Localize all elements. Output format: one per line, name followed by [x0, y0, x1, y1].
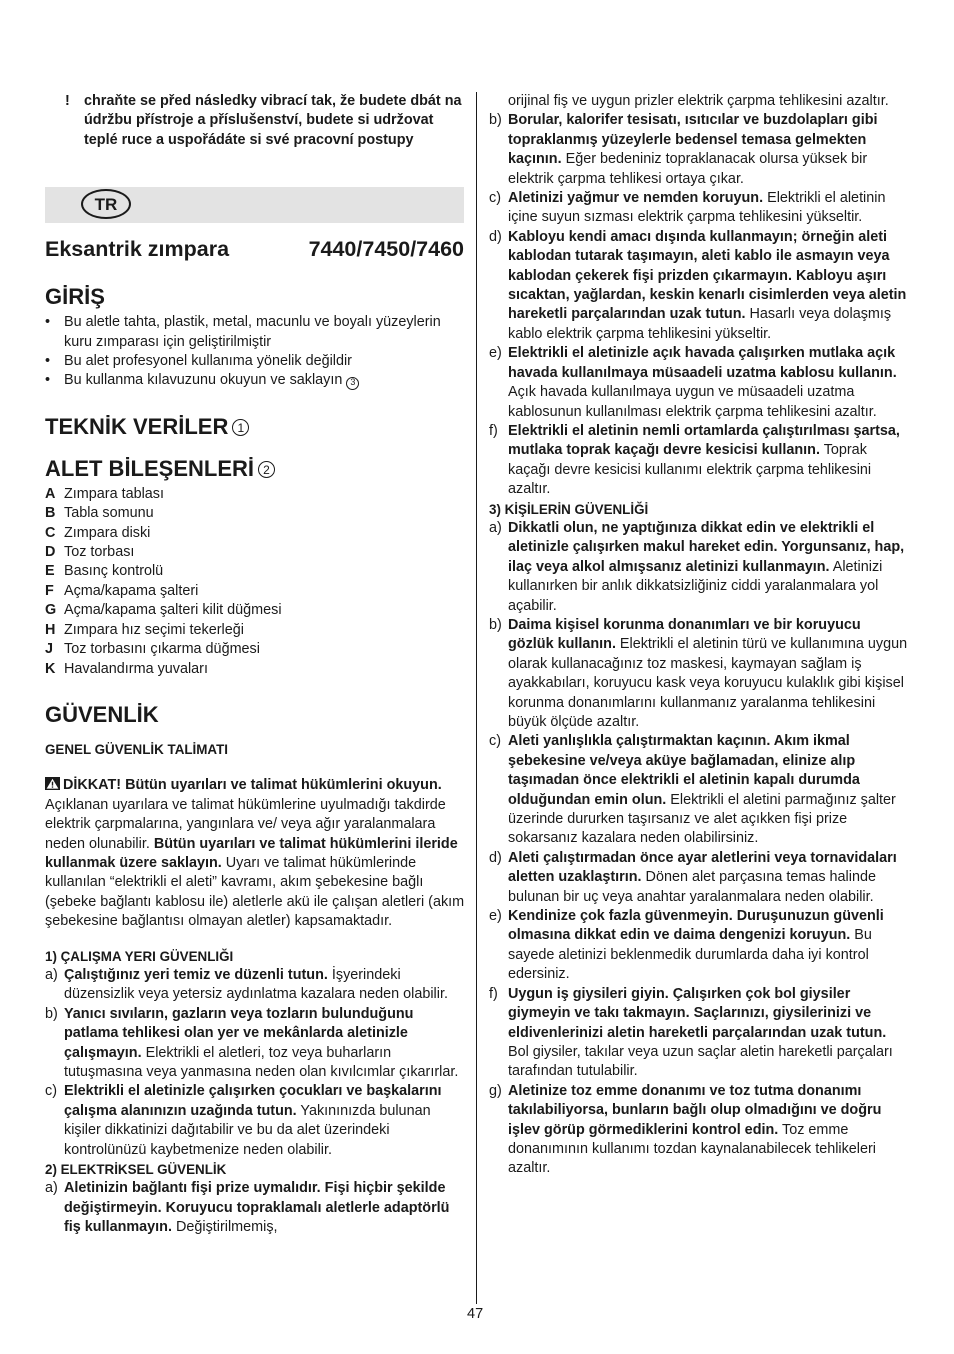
list-item: e) Elektrikli el aletinizle açık havada çalışırken mutlaka açık havada kullanılmaya müsaadeli uzatma kablosu kullanın. Açık havada kullanılmaya uygun ve müsaadeli uzatma kablosunun kullanılması elektrik çarpma tehlikesini azaltır.: [489, 345, 897, 420]
list-item: E Basınç kontrolü: [45, 563, 164, 580]
list-item: b) Daima kişisel korunma donanımları ve bir koruyucu gözlük kullanın. Elektrikli el aletinin türü ve kullanımına uygun olarak kullanacağınız toz maskesi, kaymayan sağlam iş ayakkabıları, koruyucu kask veya koruyucu kulaklık gibi kişisel korunma donanımlarını kullanmanız yaralanma tehlikesini büyük ölçüde azaltır.: [489, 616, 908, 730]
warning-triangle-icon: [45, 777, 60, 790]
product-title: [45, 236, 464, 262]
list-item: H Zımpara hız seçimi tekerleği: [45, 621, 244, 638]
general-safety-heading: GENEL GÜVENLİK TALİMATI: [45, 741, 229, 757]
list-item: c) Elektrikli el aletinizle çalışırken çocukları ve başkalarını çalışma alanınızın uzağında tutun. Yakınınızda bulunan kişiler dikkatinizi dağıtabilir ve bu da alet üzerindeki kontrolünüzü kaybetmenize neden olabilir.: [45, 1083, 442, 1158]
list-item: C Zımpara diski: [45, 524, 151, 541]
list-item: J Toz torbasını çıkarma düğmesi: [45, 641, 260, 658]
list-item: b) Borular, kalorifer tesisatı, ısıtıcılar ve buzdolapları gibi topraklanmış yüzeylerle bedensel temasa gelmekten kaçının. Eğer bedeniniz topraklanacak olursa yüksek bir elektrik çarpma tehlikesi ortaya çıkar.: [489, 112, 878, 187]
figure-ref: 3: [346, 377, 359, 390]
tech-heading: TEKNİK VERİLER 1: [45, 413, 465, 441]
parts-list: [45, 485, 465, 679]
list-item: c) Aletinizi yağmur ve nemden koruyun. Elektrikli el aletinin içine suyun sızması elektrik çarpma tehlikesini yükseltir.: [489, 190, 886, 226]
model-numbers: 7440/7450/7460: [308, 237, 464, 262]
intro-heading: GİRİŞ: [45, 284, 105, 310]
list-item: a) Dikkatli olun, ne yaptığınıza dikkat edin ve elektrikli el aletinizle çalışırken makul hareket edin. Yorgunsanız, hap, ilaç veya alkol almışsanız aletinizi kullanmayın. Aletinizi kullanırken bir anlık dikkatsizliğiniz ciddi yaralanmalara yol açabilir.: [489, 519, 905, 614]
list-item: b) Yanıcı sıvıların, gazların veya tozların bulunduğunu patlama tehlikesi olan yer ve mekânlarda aletinizle çalışmayın. Elektrikli el aletleri, toz veya buharların tutuşmasına veya yanmasına neden olan kıvılcımlar çıkarırlar.: [45, 1005, 459, 1080]
exclamation-mark: !: [65, 93, 70, 109]
vibration-note: [65, 92, 465, 150]
list-item: a) Çalıştığınız yeri temiz ve düzenli tutun. İşyerindeki düzensizlik veya yetersiz aydınlatma kazalara neden olabilir.: [45, 966, 448, 1003]
language-bar: [45, 187, 464, 223]
list-item: c) Aleti yanlışlıkla çalıştırmaktan kaçının. Akım ikmal şebekesine ve/veya aküye bağlamadan, elinize alıp taşımadan önce elektrikli el aletinin kapalı durumda olduğundan emin olun. Elektrikli el aletini parmağınız şalter üzerinde dururken taşırsanız ve alet açıkken fişi prize sokarsanız kazalara neden olabilirsiniz.: [489, 733, 896, 847]
figure-ref: 1: [232, 419, 249, 436]
warning-paragraph: DİKKAT! Bütün uyarıları ve talimat hükümlerini okuyun. Açıklanan uyarılara ve talimat hükümlerine uyulmadığı takdirde elektrik çarpmalarına, yangınlara ve/ veya ağır yaralanmalara neden olunabilir. Bütün uyarıları ve talimat hükümlerini ileride kullanmak üzere saklayın. Uyarı ve talimat hükümlerinde kullanılan “elektrikli el aleti” kavramı, akım şebekesine bağlı (şebeke bağlantı kablosu ile) aletlerle akü ile çalışan aletleri (akım şebekesine bağlantısı olmayan aletler) kapsamaktadır.: [45, 777, 465, 930]
product-name: Eksantrik zımpara: [45, 237, 230, 262]
safety-heading: GÜVENLİK: [45, 701, 159, 727]
page-number: 47: [467, 1306, 484, 1322]
list-item: • Bu alet profesyonel kullanıma yönelik değildir: [45, 353, 352, 370]
list-item: f) Uygun iş giysileri giyin. Çalışırken çok bol giysiler giymeyin ve takı takmayın. Saçlarınızı, giysilerinizi ve eldivenlerinizi aletin hareketli parçalarından uzak tutun. Bol giysiler, takılar veya uzun saçlar aletin hareketli parçaları tarafından tutulabilir.: [489, 985, 893, 1080]
right-column: [489, 92, 909, 1179]
continued-text: orijinal fiş ve uygun prizler elektrik çarpma tehlikesini azaltır.: [508, 93, 889, 109]
list-item: e) Kendinize çok fazla güvenmeyin. Duruşunuzun güvenli olmasına dikkat edin ve daima dengenizi koruyun. Bu sayede aletinizi beklenmedik durumlarda daha iyi kontrol edersiniz.: [489, 908, 884, 983]
section-3-heading: 3) KİŞİLERİN GÜVENLİĞİ: [489, 501, 649, 517]
list-item: B Tabla somunu: [45, 505, 154, 522]
language-badge: TR: [81, 189, 131, 219]
column-divider: [476, 92, 477, 1304]
left-column: [45, 92, 465, 1238]
list-item: K Havalandırma yuvaları: [45, 660, 208, 677]
list-item: d) Aleti çalıştırmadan önce ayar aletlerini veya tornavidaları aletten uzaklaştırın. Dönen alet parçasına temas halinde bulunan bir uç veya anahtar yaralanmalara neden olabilir.: [489, 849, 897, 905]
section-3-list: [489, 519, 909, 1179]
list-item: D Toz torbası: [45, 544, 135, 561]
list-item: a) Aletinizin bağlantı fişi prize uymalıdır. Fişi hiçbir şekilde değiştirmeyin. Koruyucu topraklamalı aletlerle adaptörlü fiş kullanmayın. Değiştirilmemiş,: [45, 1180, 450, 1236]
section-1-list: [45, 966, 465, 1160]
section-2-list: [489, 111, 909, 499]
vibration-note-text: chraňte se před následky vibrací tak, že budete dbát na údržbu přístroje a příslušenství, budete si udržovat teplé ruce a uspořádáte si své pracovní postupy: [84, 93, 462, 148]
figure-ref: 2: [258, 461, 275, 478]
list-item: • Bu aletle tahta, plastik, metal, macunlu ve boyalı yüzeylerin kuru zımparası için geliştirilmiştir: [45, 314, 441, 350]
list-item: d) Kabloyu kendi amacı dışında kullanmayın; örneğin aleti kablodan tutarak taşımayın, aleti kablo ile asmayın veya kablodan çekerek fişi prizden çıkarmayın. Kabloyu aşırı sıcaktan, yağlardan, keskin kenarlı cisimlerden veya aletin hareketli parçalarından uzak tutun. Hasarlı veya dolaşmış kablo elektrik çarpma tehlikesini yükseltir.: [489, 228, 907, 342]
parts-heading: ALET BİLEŞENLERİ 2: [45, 455, 465, 483]
list-item: A Zımpara tablası: [45, 485, 164, 502]
list-item: G Açma/kapama şalteri kilit düğmesi: [45, 602, 282, 619]
list-item: F Açma/kapama şalteri: [45, 582, 199, 599]
intro-list: [45, 313, 465, 391]
list-item: • Bu kullanma kılavuzunu okuyun ve saklayın 3: [45, 371, 465, 390]
list-item: g) Aletinize toz emme donanımı ve toz tutma donanımı takılabiliyorsa, bunların bağlı olup olmadığını ve doğru işlev görüp görmediklerini kontrol edin. Toz emme donanımının kullanımı tozdan kaynalanabilecek tehlikeleri azaltır.: [489, 1082, 882, 1177]
section-1-heading: 1) ÇALIŞMA YERI GÜVENLIĞI: [45, 948, 234, 964]
list-item: f) Elektrikli el aletinin nemli ortamlarda çalıştırılması şartsa, mutlaka toprak kaçağı devre kesicisi kullanın. Toprak kaçağı devre kesicisi kullanımı elektrik çarpma tehlikesini azaltır.: [489, 422, 900, 498]
section-2-heading: 2) ELEKTRİKSEL GÜVENLİK: [45, 1162, 227, 1178]
